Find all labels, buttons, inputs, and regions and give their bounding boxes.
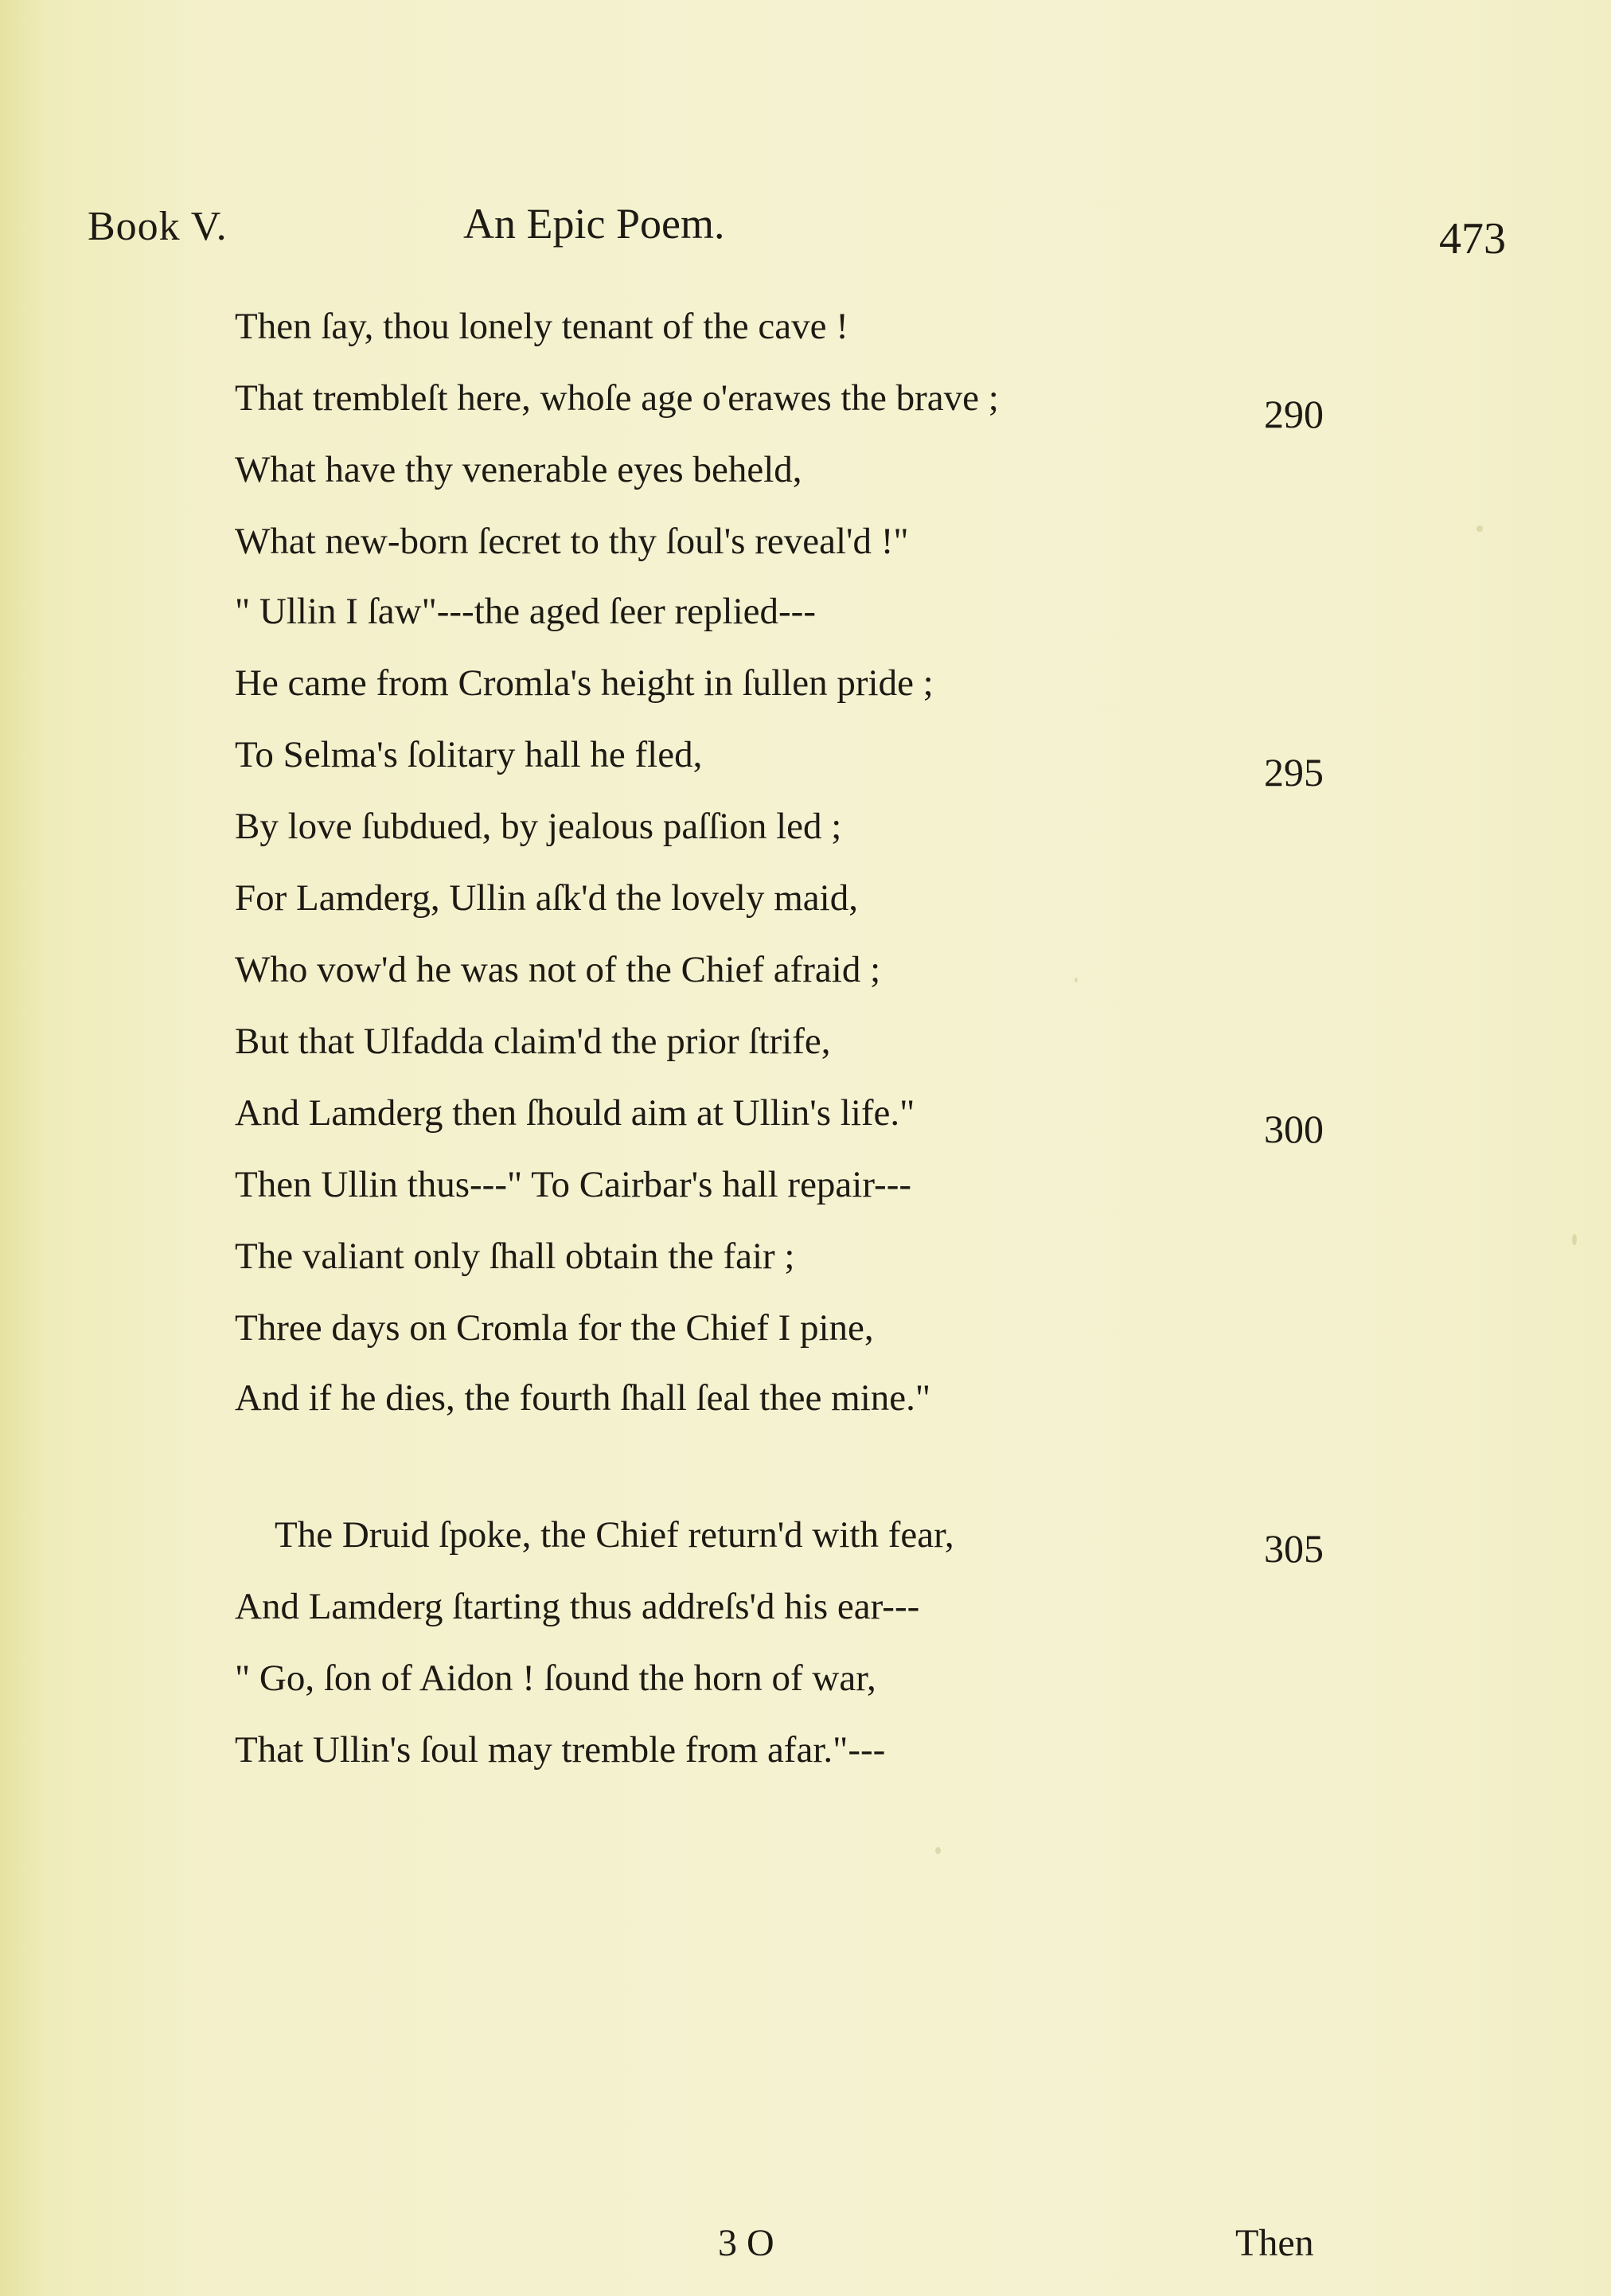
verse-line: The valiant only ſhall obtain the fair ; (235, 1236, 795, 1277)
line-number: 295 (1264, 750, 1324, 795)
verse-line: Three days on Cromla for the Chief I pine, (235, 1307, 874, 1349)
running-head-title: An Epic Poem. (463, 200, 725, 248)
verse-line: But that Ulfadda claim'd the prior ſtrife, (235, 1021, 831, 1062)
verse-line: " Go, ſon of Aidon ! ſound the horn of war, (235, 1658, 876, 1699)
verse-line: For Lamderg, Ullin aſk'd the lovely maid, (235, 877, 858, 919)
verse-line: And Lamderg then ſhould aim at Ullin's life." (235, 1092, 915, 1134)
verse-line: That trembleſt here, whoſe age o'erawes the brave ; (235, 377, 999, 419)
verse-line: " Ullin I ſaw"---the aged ſeer replied--- (235, 591, 816, 632)
line-number: 305 (1264, 1526, 1324, 1571)
verse-line: By love ſubdued, by jealous paſſion led ; (235, 806, 842, 847)
signature-mark: 3 O (718, 2222, 774, 2264)
verse-line: The Druid ſpoke, the Chief return'd with fear, (275, 1514, 954, 1556)
line-number: 300 (1264, 1107, 1324, 1151)
verse-line: Then Ullin thus---" To Cairbar's hall repair--- (235, 1164, 912, 1205)
verse-line: To Selma's ſolitary hall he fled, (235, 734, 703, 775)
verse-line: What new-born ſecret to thy ſoul's reveal'd !" (235, 521, 909, 562)
verse-line: Then ſay, thou lonely tenant of the cave ! (235, 306, 848, 347)
verse-line: And Lamderg ſtarting thus addreſs'd his ear--- (235, 1586, 920, 1627)
page-number: 473 (1439, 214, 1506, 264)
line-number: 290 (1264, 392, 1324, 436)
verse-line: That Ullin's ſoul may tremble from afar."--- (235, 1729, 886, 1771)
verse-line: Who vow'd he was not of the Chief afraid ; (235, 949, 881, 990)
catchword: Then (1235, 2222, 1314, 2264)
running-head-book: Book V. (88, 204, 228, 249)
verse-line: He came from Cromla's height in ſullen pride ; (235, 662, 934, 704)
verse-line: What have thy venerable eyes beheld, (235, 449, 802, 490)
verse-line: And if he dies, the fourth ſhall ſeal thee mine." (235, 1377, 931, 1419)
